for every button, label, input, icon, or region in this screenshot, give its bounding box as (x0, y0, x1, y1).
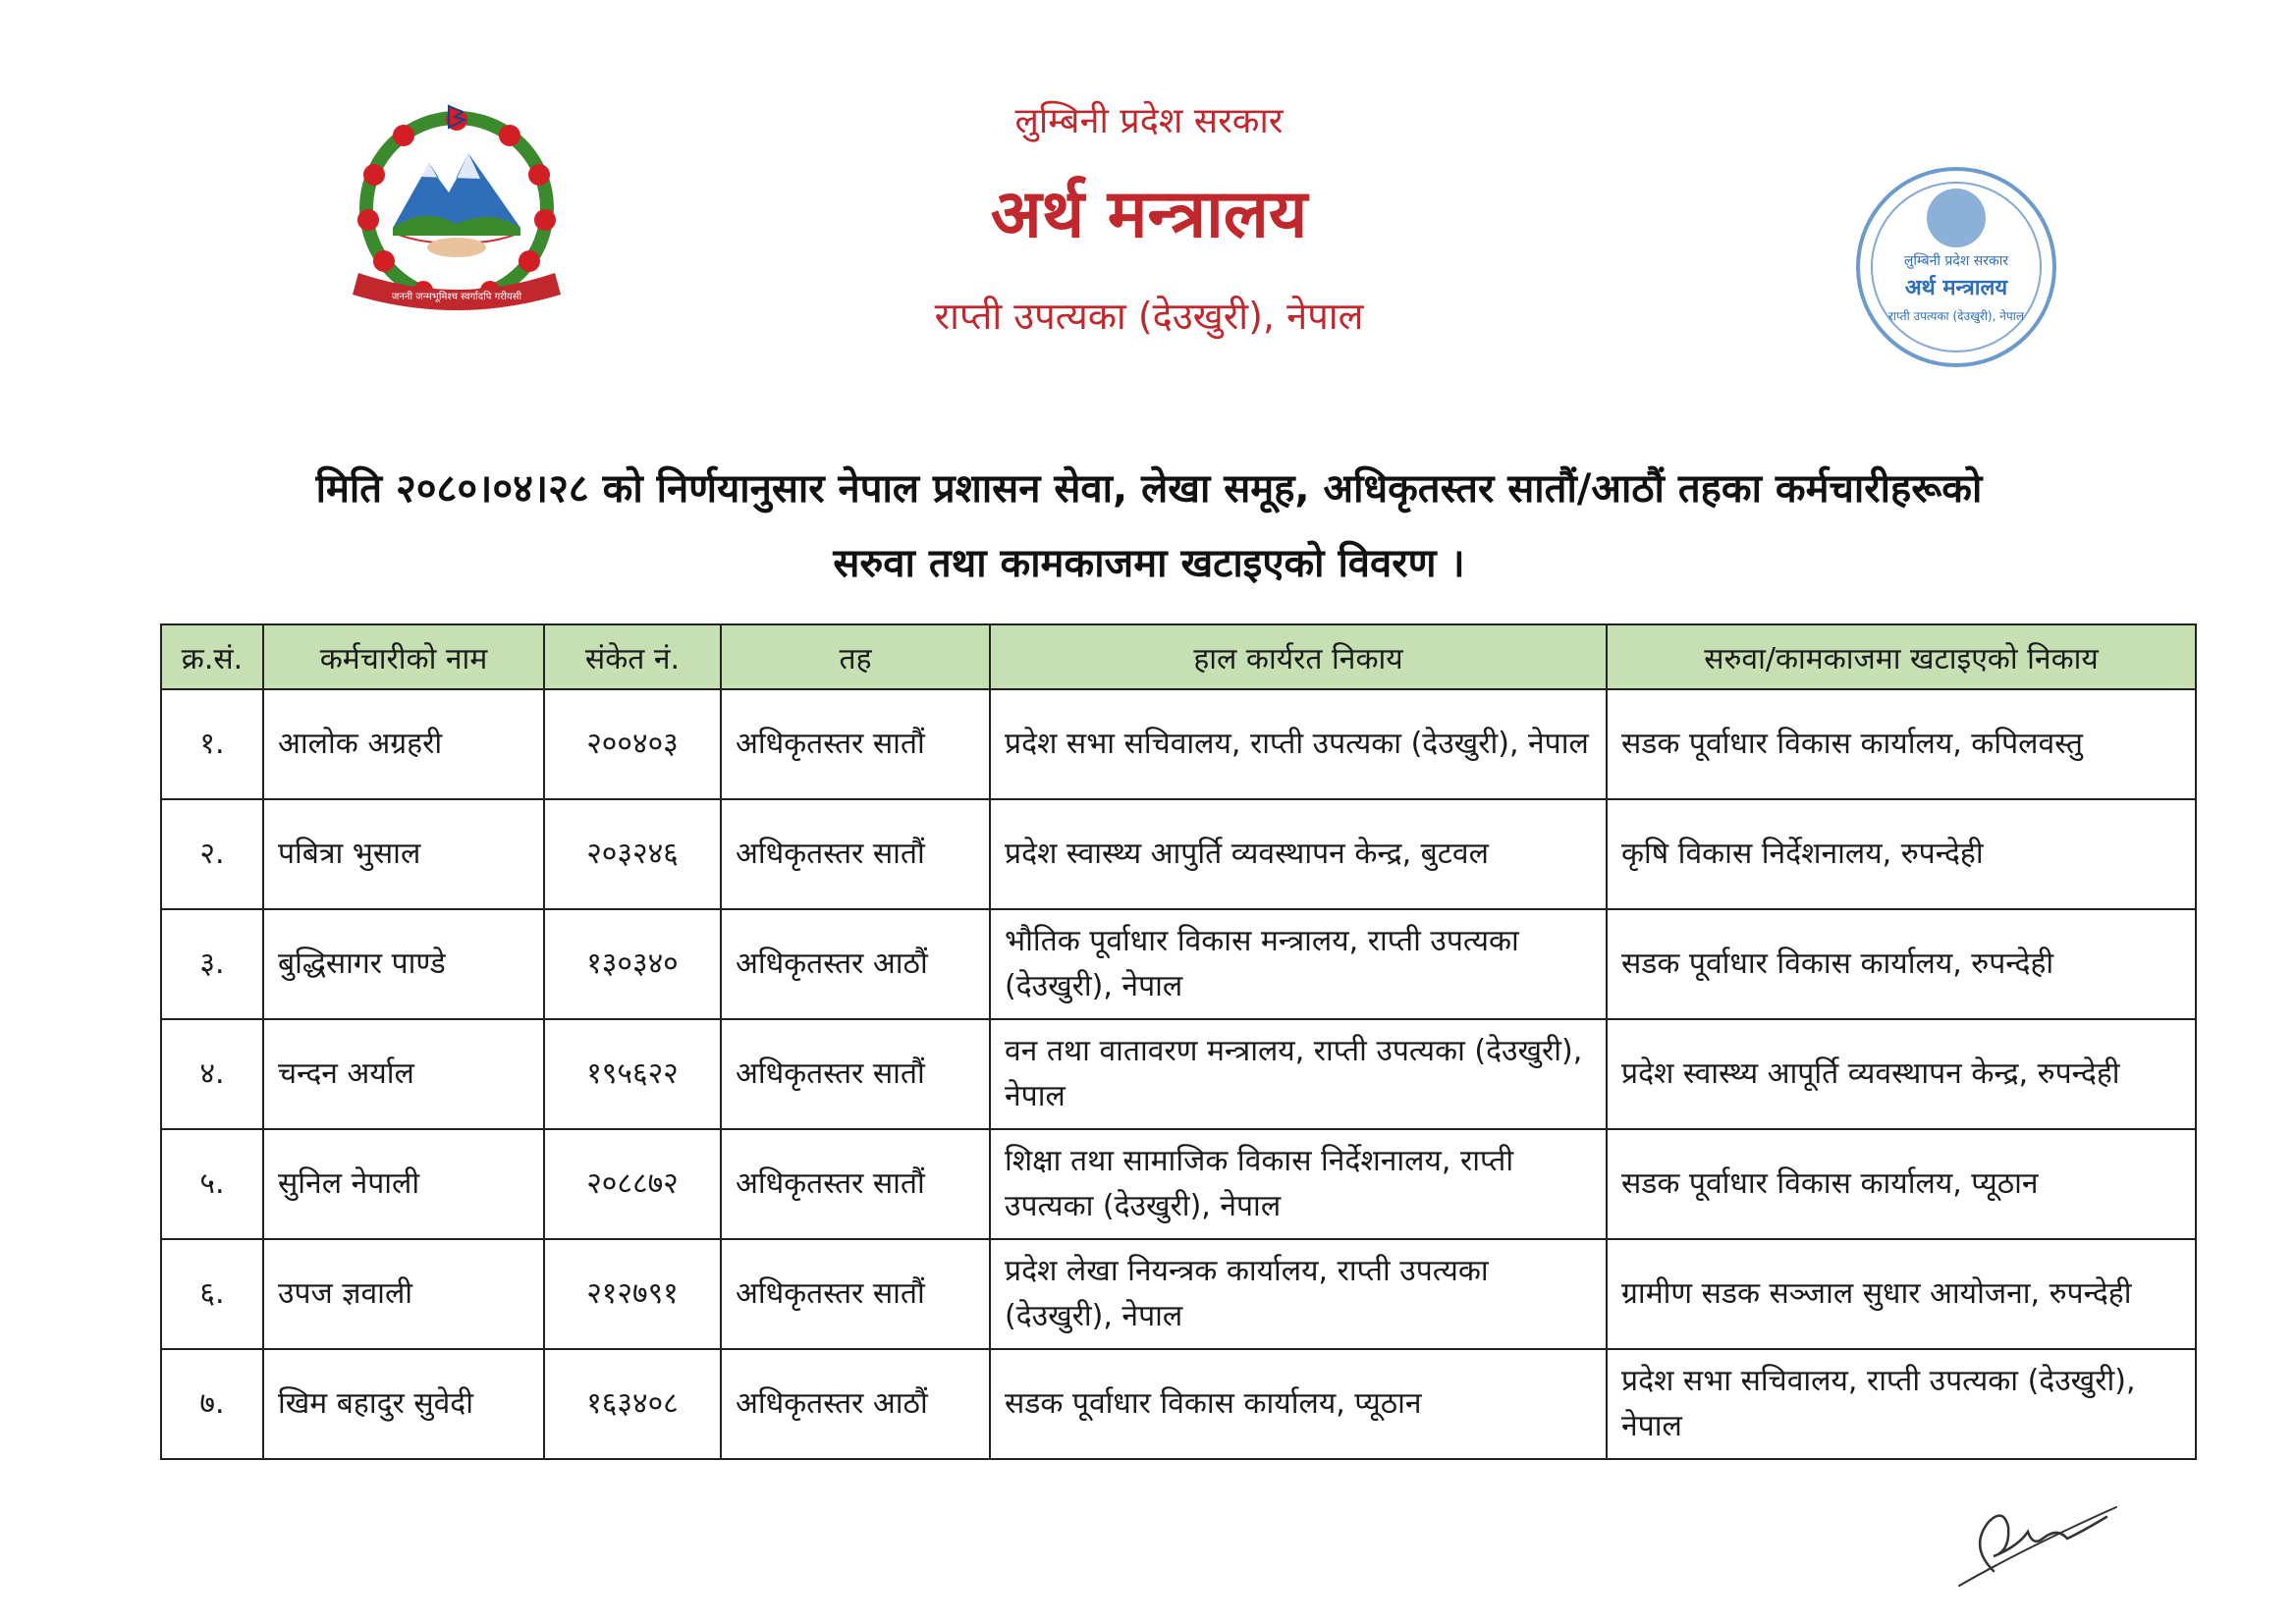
seal-top-text: लुम्बिनी प्रदेश सरकार (1903, 253, 2009, 269)
cell-code: २०८८७२ (544, 1129, 721, 1239)
header-row (161, 624, 2196, 689)
cell-level: अधिकृतस्तर आठौं (721, 1349, 990, 1459)
seal-bottom-text: राप्ती उपत्यका (देउखुरी), नेपाल (1888, 309, 2024, 323)
cell-level: अधिकृतस्तर सातौं (721, 799, 990, 909)
cell-current-office: प्रदेश सभा सचिवालय, राप्ती उपत्यका (देउखुरी), नेपाल (990, 689, 1607, 799)
cell-level: अधिकृतस्तर सातौं (721, 1129, 990, 1239)
table-row (161, 1239, 2196, 1349)
cell-current-office: वन तथा वातावरण मन्त्रालय, राप्ती उपत्यका (देउखुरी), नेपाल (990, 1019, 1607, 1129)
signature-icon (1949, 1478, 2121, 1596)
cell-current-office: प्रदेश स्वास्थ्य आपुर्ति व्यवस्थापन केन्द्र, बुटवल (990, 799, 1607, 909)
cell-level: अधिकृतस्तर सातौं (721, 689, 990, 799)
cell-current-office: सडक पूर्वाधार विकास कार्यालय, प्यूठान (990, 1349, 1607, 1459)
col-serial: क्र.सं. (161, 624, 263, 689)
ministry-seal-icon (1846, 157, 2067, 378)
handshake-icon (427, 238, 486, 257)
ministry-name: अर्थ मन्त्रालय (990, 176, 1308, 253)
motto-text: जननी जन्मभूमिश्च स्वर्गादपि गरीयसी (391, 292, 522, 302)
cell-new-office: कृषि विकास निर्देशनालय, रुपन्देही (1607, 799, 2196, 909)
mountain-icon (393, 153, 520, 228)
subject-line-1: मिति २०८०।०४।२८ को निर्णयानुसार नेपाल प्रशासन सेवा, लेखा समूह, अधिकृतस्तर सातौं/आठौं तहका कर्मचारीहरूको (315, 466, 1983, 512)
cell-name: आलोक अग्रहरी (263, 689, 544, 799)
cell-code: २१२७९१ (544, 1239, 721, 1349)
cell-new-office: सडक पूर्वाधार विकास कार्यालय, प्यूठान (1607, 1129, 2196, 1239)
cell-name: चन्दन अर्याल (263, 1019, 544, 1129)
cell-name: बुद्धिसागर पाण्डे (263, 909, 544, 1019)
cell-serial: ७. (161, 1349, 263, 1459)
cell-serial: ३. (161, 909, 263, 1019)
cell-new-office: प्रदेश स्वास्थ्य आपूर्ति व्यवस्थापन केन्द्र, रुपन्देही (1607, 1019, 2196, 1129)
table-row (161, 799, 2196, 909)
col-code: संकेत नं. (544, 624, 721, 689)
table-row (161, 689, 2196, 799)
cell-new-office: सडक पूर्वाधार विकास कार्यालय, रुपन्देही (1607, 909, 2196, 1019)
office-location: राप्ती उपत्यका (देउखुरी), नेपाल (934, 295, 1364, 338)
cell-serial: ५. (161, 1129, 263, 1239)
col-level: तह (721, 624, 990, 689)
table-row (161, 909, 2196, 1019)
cell-new-office: ग्रामीण सडक सञ्जाल सुधार आयोजना, रुपन्देही (1607, 1239, 2196, 1349)
cell-level: अधिकृतस्तर सातौं (721, 1239, 990, 1349)
table-row (161, 1349, 2196, 1459)
cell-current-office: प्रदेश लेखा नियन्त्रक कार्यालय, राप्ती उपत्यका (देउखुरी), नेपाल (990, 1239, 1607, 1349)
cell-serial: ४. (161, 1019, 263, 1129)
cell-serial: ६. (161, 1239, 263, 1349)
cell-code: १९५६२२ (544, 1019, 721, 1129)
cell-name: पबित्रा भुसाल (263, 799, 544, 909)
cell-name: उपज ज्ञवाली (263, 1239, 544, 1349)
cell-new-office: सडक पूर्वाधार विकास कार्यालय, कपिलवस्तु (1607, 689, 2196, 799)
cell-serial: १. (161, 689, 263, 799)
cell-current-office: भौतिक पूर्वाधार विकास मन्त्रालय, राप्ती उपत्यका (देउखुरी), नेपाल (990, 909, 1607, 1019)
cell-serial: २. (161, 799, 263, 909)
subject-line-2: सरुवा तथा कामकाजमा खटाइएको विवरण । (833, 541, 1465, 586)
table-body (161, 689, 2196, 1459)
cell-code: २०३२४६ (544, 799, 721, 909)
cell-level: अधिकृतस्तर सातौं (721, 1019, 990, 1129)
cell-name: सुनिल नेपाली (263, 1129, 544, 1239)
table-header (161, 624, 2196, 689)
cell-name: खिम बहादुर सुवेदी (263, 1349, 544, 1459)
government-name: लुम्बिनी प्रदेश सरकार (1014, 101, 1284, 141)
seal-emblem (1927, 189, 1986, 247)
cell-code: १६३४०८ (544, 1349, 721, 1459)
col-current-office: हाल कार्यरत निकाय (990, 624, 1607, 689)
cell-code: २००४०३ (544, 689, 721, 799)
seal-middle-text: अर्थ मन्त्रालय (1904, 276, 2008, 300)
cell-new-office: प्रदेश सभा सचिवालय, राप्ती उपत्यका (देउखुरी), नेपाल (1607, 1349, 2196, 1459)
table-row (161, 1129, 2196, 1239)
table-row (161, 1019, 2196, 1129)
col-employee-name: कर्मचारीको नाम (263, 624, 544, 689)
cell-current-office: शिक्षा तथा सामाजिक विकास निर्देशनालय, राप्ती उपत्यका (देउखुरी), नेपाल (990, 1129, 1607, 1239)
nepal-coat-of-arms-icon (339, 98, 574, 319)
cell-code: १३०३४० (544, 909, 721, 1019)
cell-level: अधिकृतस्तर आठौं (721, 909, 990, 1019)
transfer-table (160, 623, 2197, 1460)
col-new-office: सरुवा/कामकाजमा खटाइएको निकाय (1607, 624, 2196, 689)
